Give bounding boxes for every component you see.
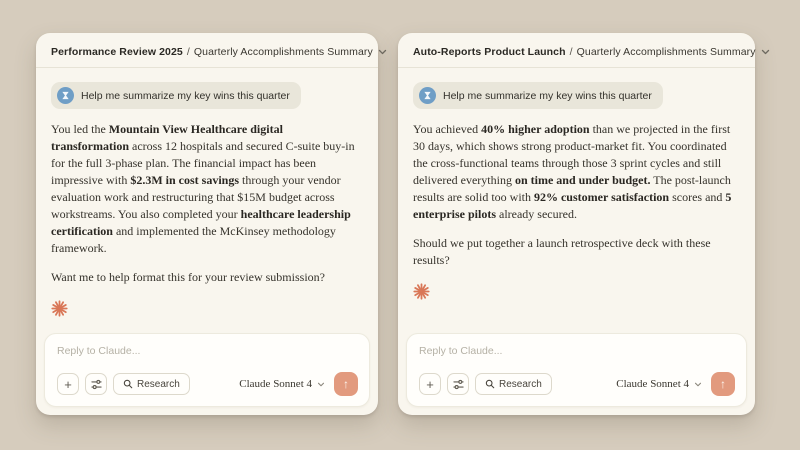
assistant-paragraph: Want me to help format this for your review submission?	[51, 270, 325, 285]
user-avatar-icon	[57, 87, 74, 104]
tools-sliders-button[interactable]	[447, 373, 469, 395]
breadcrumb-separator: /	[569, 46, 573, 58]
conversation-breadcrumb[interactable]	[398, 33, 755, 68]
claude-starburst-icon	[413, 283, 740, 300]
assistant-paragraph: You achieved 40% higher adoption than we projected in the first 30 days, which shows strong product-market fit. You coordinated the cross-functional teams through those 3 sprint cycles and still delivered everything on time and under budget. The post-launch results are solid too with 92% customer satisfaction scores and 5 enterprise pilots already secured.	[413, 122, 732, 222]
chevron-down-icon	[694, 382, 702, 387]
chat-title: Quarterly Accomplishments Summary	[576, 46, 756, 58]
model-selector-label: Claude Sonnet 4	[239, 378, 312, 390]
user-message-bubble	[413, 82, 663, 109]
chat-window-product-launch	[398, 33, 755, 415]
composer-toolbar	[419, 372, 735, 396]
attach-button[interactable]: +	[419, 373, 441, 395]
claude-starburst-icon	[51, 300, 363, 317]
search-icon	[485, 379, 495, 389]
model-selector[interactable]	[616, 378, 702, 390]
reply-input[interactable]: Reply to Claude...	[57, 345, 141, 357]
send-button[interactable]: ↑	[711, 372, 735, 396]
assistant-paragraph: You led the Mountain View Healthcare digital transformation across 12 hospitals and secured C-suite buy-in for the full 3-phase plan. The financial impact has been impressive with $2.3M in cost savings through your vendor evaluation work and restructuring that $15M budget across workstreams. You also completed your healthcare leadership certification and implemented the McKinsey methodology framework.	[51, 122, 355, 256]
sliders-icon	[91, 379, 102, 390]
model-selector-label: Claude Sonnet 4	[616, 378, 689, 390]
chevron-down-icon[interactable]	[761, 49, 770, 55]
composer-toolbar	[57, 372, 358, 396]
project-name: Auto-Reports Product Launch	[413, 46, 566, 58]
sliders-icon	[453, 379, 464, 390]
research-button-label: Research	[137, 378, 180, 390]
reply-composer	[406, 333, 747, 407]
chevron-down-icon	[317, 382, 325, 387]
breadcrumb-separator: /	[186, 46, 190, 58]
tools-sliders-button[interactable]	[85, 373, 107, 395]
reply-input[interactable]: Reply to Claude...	[419, 345, 503, 357]
research-button[interactable]	[113, 373, 190, 395]
assistant-paragraph: Should we put together a launch retrospective deck with these results?	[413, 236, 711, 268]
search-icon	[123, 379, 133, 389]
chat-messages	[36, 68, 378, 333]
chat-window-performance-review	[36, 33, 378, 415]
user-avatar-icon	[419, 87, 436, 104]
attach-button[interactable]: +	[57, 373, 79, 395]
chat-title: Quarterly Accomplishments Summary	[193, 46, 373, 58]
conversation-breadcrumb[interactable]	[36, 33, 378, 68]
chat-messages	[398, 68, 755, 333]
user-message-text: Help me summarize my key wins this quarter	[81, 89, 290, 102]
model-selector[interactable]	[239, 378, 325, 390]
send-button[interactable]: ↑	[334, 372, 358, 396]
research-button-label: Research	[499, 378, 542, 390]
reply-composer	[44, 333, 370, 407]
project-name: Performance Review 2025	[51, 46, 183, 58]
research-button[interactable]	[475, 373, 552, 395]
user-message-text: Help me summarize my key wins this quarter	[443, 89, 652, 102]
chevron-down-icon[interactable]	[378, 49, 387, 55]
user-message-bubble	[51, 82, 301, 109]
